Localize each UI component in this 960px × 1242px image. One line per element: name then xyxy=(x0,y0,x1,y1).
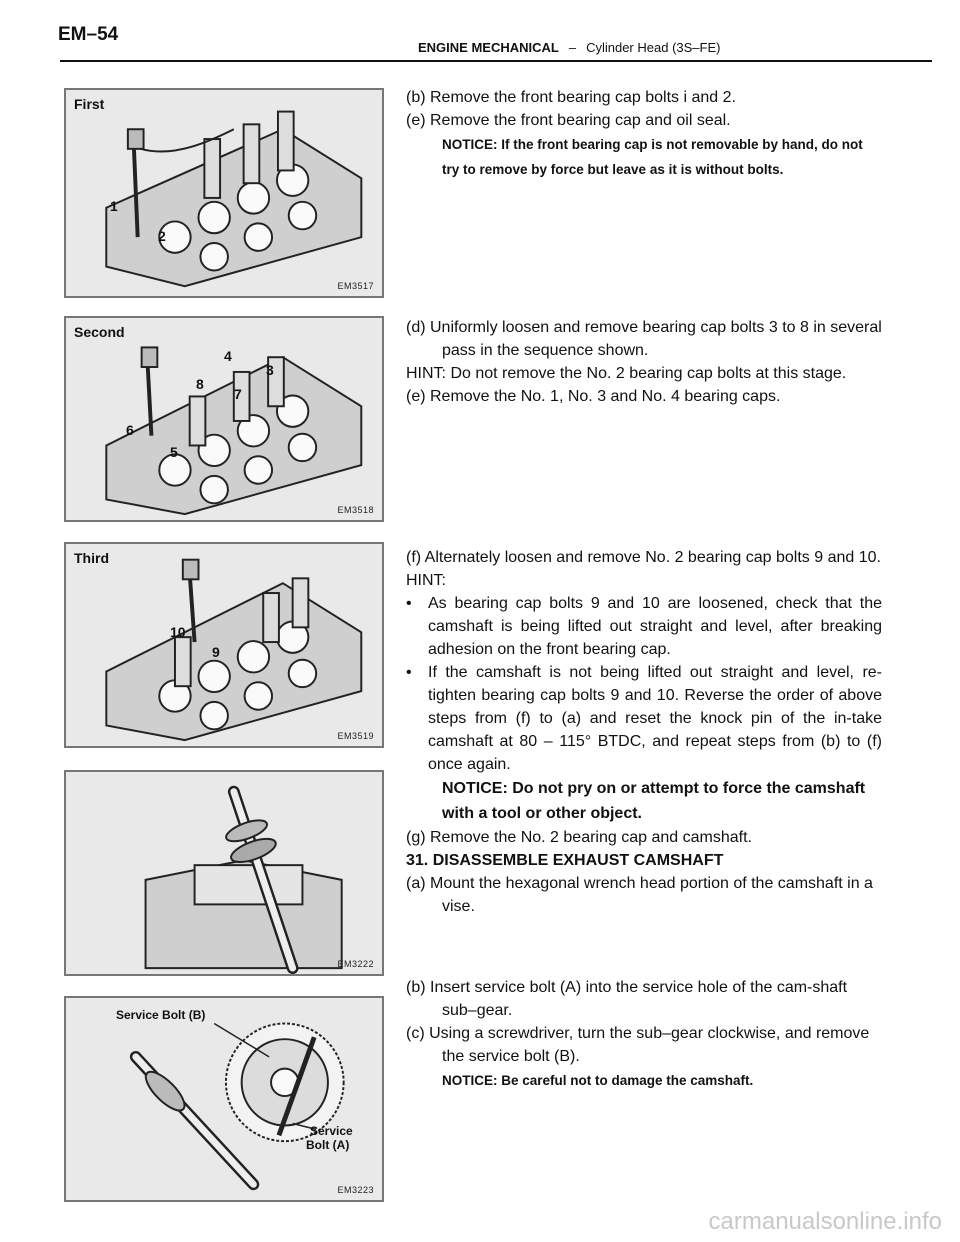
hint-bullet-text: If the camshaft is not being lifted out straight and level, re-tighten bearing cap bolts 9 and 10. Reverse the order of above steps from (f) to (a) and reset the knock pin of the in-take camshaft at 80 – 115° BTDC, and repeat steps from (b) to (f) once again. xyxy=(428,664,882,773)
running-head xyxy=(418,40,720,55)
watermark: carmanualsonline.info xyxy=(708,1208,942,1235)
figure-code: EM3222 xyxy=(337,959,374,969)
figure-label: Third xyxy=(74,550,109,566)
bullet-dot-icon: • xyxy=(406,664,412,681)
figure-code: EM3519 xyxy=(337,731,374,741)
figure-label: First xyxy=(74,96,105,112)
figure-second xyxy=(64,316,384,522)
callout-bolt-2: 2 xyxy=(158,228,166,244)
bullet-dot-icon: • xyxy=(406,595,412,612)
step-b-insert-service-bolt: (b) Insert service bolt (A) into the service hole of the cam-shaft sub–gear. xyxy=(406,979,848,1019)
callout-bolt-7: 7 xyxy=(234,386,242,402)
hint-bullet xyxy=(406,661,882,776)
callout-service-bolt-b: Service Bolt (B) xyxy=(116,1008,206,1022)
callout-bolt-4: 4 xyxy=(224,348,232,364)
page-id: EM–54 xyxy=(58,24,119,45)
figure-service-bolts xyxy=(64,996,384,1202)
callout-bolt-a: Bolt (A) xyxy=(306,1138,350,1152)
figure-label: Second xyxy=(74,324,125,340)
camshaft-vise-illustration xyxy=(66,772,382,974)
step-a-mount-vise: (a) Mount the hexagonal wrench head portion of the camshaft in a vise. xyxy=(406,875,873,915)
hint-no2-caps: HINT: Do not remove the No. 2 bearing cap bolts at this stage. xyxy=(406,365,847,382)
step-e-remove-front-cap: (e) Remove the front bearing cap and oil seal. xyxy=(406,112,731,129)
figure-code: EM3518 xyxy=(337,505,374,515)
hint-label: HINT: xyxy=(406,572,446,589)
step-g-remove-camshaft: (g) Remove the No. 2 bearing cap and camshaft. xyxy=(406,829,752,846)
cylinder-head-illustration xyxy=(66,544,382,746)
step-e-remove-caps: (e) Remove the No. 1, No. 3 and No. 4 bearing caps. xyxy=(406,388,781,405)
hint-bullet-text: As bearing cap bolts 9 and 10 are loosened, check that the camshaft is being lifted out straight and level, after breaking adhesion on the front bearing cap. xyxy=(428,595,882,658)
step-block-front-cap xyxy=(406,86,882,182)
step-block-service-bolt xyxy=(406,976,882,1093)
callout-bolt-1: 1 xyxy=(110,198,118,214)
step-c-turn-sub-gear: (c) Using a screwdriver, turn the sub–gear clockwise, and remove the service bolt (B). xyxy=(406,1025,870,1065)
step-b-remove-front-bolts: (b) Remove the front bearing cap bolts i and 2. xyxy=(406,89,736,106)
notice-front-cap: NOTICE: If the front bearing cap is not removable by hand, do not try to remove by force but leave as it is without bolts. xyxy=(442,137,863,177)
step-block-no2-cap xyxy=(406,546,882,918)
section-title: ENGINE MECHANICAL xyxy=(418,40,559,55)
callout-bolt-9: 9 xyxy=(212,644,220,660)
step-d-loosen-bolts: (d) Uniformly loosen and remove bearing cap bolts 3 to 8 in several pass in the sequence shown. xyxy=(406,319,882,359)
callout-bolt-6: 6 xyxy=(126,422,134,438)
subsection-title: Cylinder Head (3S–FE) xyxy=(586,40,721,55)
header-rule xyxy=(60,60,932,62)
figure-third xyxy=(64,542,384,748)
step-block-loosen-caps xyxy=(406,316,882,408)
figure-code: EM3223 xyxy=(337,1185,374,1195)
section-heading-31: 31. DISASSEMBLE EXHAUST CAMSHAFT xyxy=(406,852,724,869)
callout-bolt-10: 10 xyxy=(170,624,186,640)
figure-code: EM3517 xyxy=(337,281,374,291)
callout-bolt-3: 3 xyxy=(266,362,274,378)
sub-gear-illustration xyxy=(66,998,382,1200)
hint-bullet xyxy=(406,592,882,661)
notice-no-pry: NOTICE: Do not pry on or attempt to force the camshaft with a tool or other object. xyxy=(442,780,866,822)
callout-service-label: Service xyxy=(310,1124,353,1138)
figure-first xyxy=(64,88,384,298)
cylinder-head-illustration xyxy=(66,90,382,296)
callout-bolt-5: 5 xyxy=(170,444,178,460)
notice-camshaft-care: NOTICE: Be careful not to damage the camshaft. xyxy=(442,1073,754,1088)
figure-camshaft-in-vise xyxy=(64,770,384,976)
header-separator: – xyxy=(568,40,577,55)
callout-bolt-8: 8 xyxy=(196,376,204,392)
step-f-loosen-no2: (f) Alternately loosen and remove No. 2 bearing cap bolts 9 and 10. xyxy=(406,549,881,566)
